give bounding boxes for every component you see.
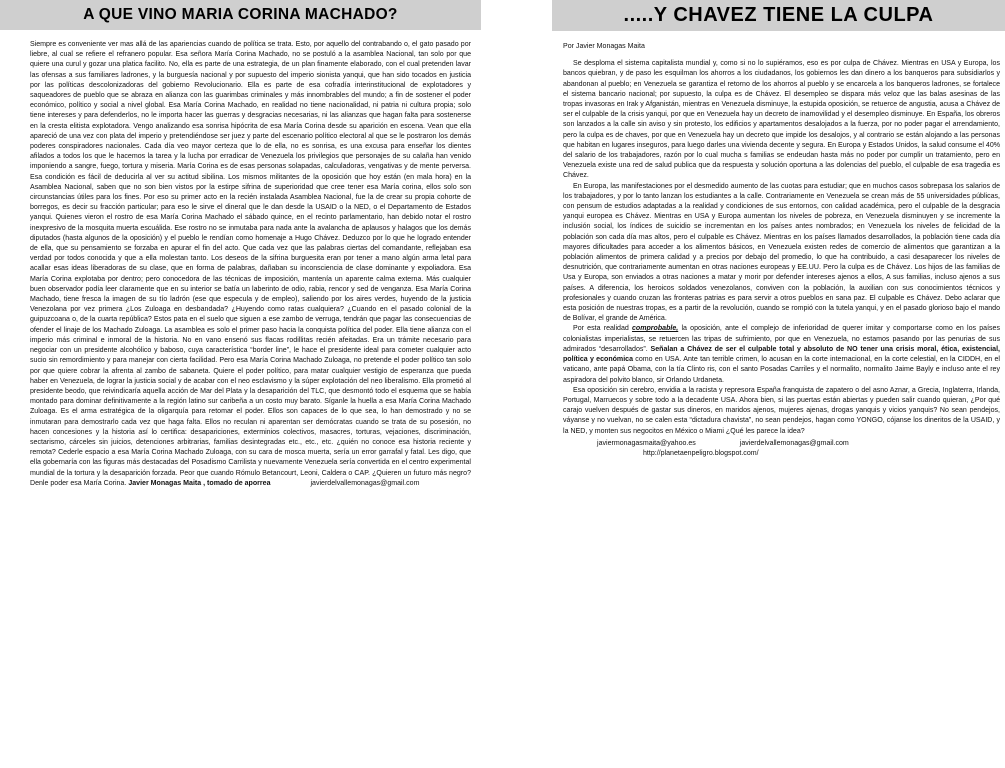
right-article-email-1: javiermonagasmaita@yahoo.es [597, 439, 696, 447]
right-article-title: .....Y CHAVEZ TIENE LA CULPA [552, 0, 1005, 31]
left-article-signature: Javier Monagas Maita , tomado de aporrea [128, 479, 271, 487]
right-article-paragraph-4: Esa oposición sin cerebro, envidia a la racista y represora España franquista de zapatero o del asno Aznar, a Grecia, Inglaterra, Irlanda, Portugal, Marruecos y sobre todo a la decadente USA. Ahora bien, si las puertas están abiertas y pueden salir cuando quieran, ¿Por qué carajo vuelven después de gastar sus dineros, en maridos ajenos, mujeres ajenas, drogas yanquis y vicios yanquis? No sean pendejos, váyanse y no vuelvan, no se calen esta “dictadura chavista”, no sean pendejos, hagan como YONGO, cójanse los dineritos de la USAID, y la NED, y monten sus negocitos en México o Miami ¿Qué les parece la idea? [563, 386, 1000, 435]
right-article-paragraph-1: Se desploma el sistema capitalista mundial y, como si no lo supiéramos, eso es por culpa de Chávez. Mientras en USA y Europa, los bancos quiebran, y de paso les esquilman los ahorros a los ciudadanos, los gobiernos les dan dinero a los banqueros para subsidiarlos y abandonan al pueblo; en Venezuela se garantiza el retorno de los ahorros al pueblo y se encarcela a los banqueros ladrones, se fortalece el sistema bancario nacional; por supuesto, la culpa es de Chávez. El desempleo se dispara más veloz que las balas asesinas de las tropas invasoras en Irak y Afganistán, mientras en Venezuela disminuye, la estupida oposición, se retuerce de angustia, acusa a Chávez de ser el culpable de la crisis yanqui, por que en Venezuela hay un decreto de inamovilidad y el desempleo disminuye. En España, los obreros son lanzados a la calle sin aviso y sin protesto, los edificios y apartamentos desalojados a la fuerza, por no poder pagar el arrendamiento, pero la culpa es de chaves, por que en Venezuela hay un decreto que impide los desalojos, y al contrario se están alojando a las personas que habitan en lugares inseguros, para luego darles una vivienda decente y segura. En Europa y Estados Unidos, la salud consume el 40% del salario de los trabajadores, razón por lo cual mucha s familias se endeudan hasta más no poder por cumplir un tratamiento, pero en Venezuela existe una red de salud publica que da respuesta y solución oportuna a las dolencias del pueblo, el culpable de esa tragedia es Chávez. [563, 60, 1000, 180]
paragraph-3-part-a: Por esta realidad [573, 325, 633, 333]
right-article-blog-link[interactable]: http://planetaenpeligro.blogspot.com/ [643, 449, 759, 457]
right-article-emails [563, 439, 1000, 449]
paragraph-3-bold: Señalan a Chávez de ser el culpable total y absoluto de NO tener una crisis moral, ética, existencial, política y económica [563, 345, 1000, 364]
left-article-email: javierdelvallemonagas@gmail.com [310, 479, 420, 487]
left-article-title: A QUE VINO MARIA CORINA MACHADO? [0, 0, 481, 30]
paragraph-3-part-b: la oposición, ante el complejo de inferioridad de querer imitar y comportarse como en los países colonialistas imperialistas, se retuercen las tripas de sufrimiento, por que en Venezuela, no estamos pasando por las penurias de sus admirados “desarrollados”. [563, 325, 1000, 353]
right-article-email-2: javierdelvallemonagas@gmail.com [739, 439, 849, 447]
paragraph-3-part-c: como en USA. Ante tan terrible crimen, lo acusan en la corte internacional, en la corte celestial, en la CIDDH, en el vaticano, ante papá Obama, con la tía Clinto ris, con el santo Posadas Carriles y el normalito, normalito Jaime Bayly e incluso ante el rey aspiradora del polvito blanco, sir Orlando Urdaneta. [563, 356, 1000, 384]
right-article-paragraph-3 [563, 324, 1000, 385]
right-article-author: Por Javier Monagas Maita [563, 43, 645, 50]
left-article [0, 0, 481, 768]
left-article-text: Siempre es conveniente ver mas allá de las apariencias cuando de política se trata. Esto, por aquello del contrabando o, el gato pasado por liebre, al cual se refiere el refranero popular. Esa señora María Corina Machado, no se postuló a la asamblea Nacional, tan solo por que quiere una curul y gozar una platica facilito. No, ella es parte de una estrategia, de un plan finamente elaborado, con el cual pretenden lavar las ofensas a sus familiares ladrones, y la burguesía nacional y por supuesto del imperio sionista yanqui, que han sido tocados en justicia por las políticas descolonizadoras del gobierno Revolucionario. Ella es parte de esa cofradía interinstitucional de explotadores y saqueadores de pueblo que se abraza en alianza con las guarimbas criminales y más innombrables del mundo; a fin de sostener el poder económico, político y social a nivel global. Esa María Corina Machado, en realidad no tiene nacionalidad, ni patria ni cultura propia; solo tiene intereses y para defenderlos, no le importa hacer las guerras y desgracias necesarias, ni las alianzas que hagan falta para sostenerse en la cresta elitista explotadora. Vengo analizando esa sonrisa hipócrita de esa María Corina desde su aparición en escena. Vean que ella apareció de una vez con plata del imperio y pretendiéndose ser juez y parte del escenario político electoral al que se le postraron los demás poderes conspiradores nacionales. Cada día veo mayor certeza que lo de ella, no es sonrisa, es una excusa para enseñar los dientes afilados a todos los que le hacemos la tarea y la lucha por erradicar de Venezuela los privilegios que personajes de su calaña han venido imponiendo a sangre, fuego, tortura y miseria. María Corina es de esas personas solapadas, calculadoras, vengativas y de mente perversa. Esa condición es fácil de deducirla al ver su actitud sibilina. Los mismos militantes de la oposición que hoy están (en mala hora) en la Asamblea Nacional, saben que no son bien vistos por la estirpe sifrina de superioridad que cree tener esa María corina, ellos solo son circunstancias útiles para los fines. Por eso su primer acto en la recién instalada Asamblea Nacional, fue la de crear su propia cohorte de borregos, es decir su fracción particular; para eso le sirve el dineral que le dan desde la USAID o la NED, o el Departamento de Estados yanqui. Quienes vieron el rostro de esa María Corina Machado el sábado quince, en el recinto parlamentario, han debido notar el rostro inexpresivo de la mosquita muerta escuálida. Ese rostro no se inmutaba para nada ante la avalancha de aplausos y halagos que los demás diputados (hasta algunos de la oposición) y el pueblo le rendían como homenaje a Hugo Chávez. Deduzco por lo que he logrado entender de ella, que su pensamiento se forzaba en apurar el fin del acto. Que cada vez que las palabras ciertas del comandante, reflejaban esa verdad por todos conocida y que a ella molestan tanto. Los deseos de la sifrina burguesita eran por tener a mano algún arma letal para acallar esas ideas liberadoras de su clase, que en forma de palabras, dañaban su inconsciencia de clase dominante y expoliadora. Esa María Corina explotaba por dentro; pero conocedora de las técnicas de imposición, mantenía un aparente calma externa. Más cualquier buen observador podía leer claramente que en su interior se batía un laberinto de odio, rabia, rencor y sed de venganza. Esa María Corina Machado, tiene fresca la imagen de su tío ladrón (ese que especula y de empleo), saliendo por los aires verdes, huyendo de la justicia Venezolana por vez primera ¿Los Zuloaga en desbandada? ¿Huyendo como ratas cualquiera? ¿Cuando en el pasado colonial de la guipuzcoana o, de la cuarta república? Estos pata en el suelo que siguen a ese zambo de verruga, tendrán que pagar las consecuencias de ofender el linaje de los Machado Zuloaga. La asamblea es solo el primer paso hacia la conquista política del poder. Ella tiene alianza con el imperio más criminal e inmoral de la historia. No en vano ensenó sus flacas rodillitas recién afeitadas. Era un trámite necesario para negociar con un presidente alcohólico y baboso, cuya característica “border line”, le hace el presidente ideal para cometer cualquier acto sucio sin remordimiento y para manejar con cierta facilidad. Pero esa María Corina Machado Zuloaga, no pretende el poder político tan solo por que quiere cobrar la afrenta al zambo de sabaneta. Quiere el poder político, para matar cualquier vestigio de esperanza que pueda haber en Venezuela, de lograr la justicia social y de acabar con el neo esclavismo y la súper explotación del neo liberalismo. Ella prometió al presidente beodo, que reivindicaría aquella acción de Mar del Plata y la desaparición del TLC, que desmontó todo el esquema que se había montado para dominar definitivamente a la región latino sur caribeña a un costo muy barato. Síganle la huella a esa María Corina Machado Zuloaga. Es el arma estratégica de la oligarquía para retomar el poder. Ellos son capaces de lo que sea, lo han demostrado y no se inmutaran para demostrarlo cada vez que haga falta. Ellos no reculan ni aparentan ser demócratas cuando se trata de su posesión, no hacen concesiones y la historia así lo certifica: desapariciones, exterminios colectivos, masacres, torturas, vejaciones, discriminación, sectarismo, cárceles sin juicios, detenciones arbitrarias, familias desintegradas etc., etc., etc. ¿quién no conoce esa historia reciente y remota? Cederle espacio a esa María Corina Machado Zuloaga, con su cara de mosca muerta, sería un error garrafal y fatal. Les digo, que ella gobernaría con las figuras más destacadas del Posadismo Carrilista y nuevamente Venezuela sería convertida en el centro experimental mundial de la tortura y la desaparición forzada. Peor que cuando Rómulo Betancourt, Leoni, Caldera o CAP. ¿Quieren un futuro más negro? Denle poder esa María Corina. [30, 41, 471, 487]
left-article-body [30, 40, 471, 489]
right-article-body [563, 42, 1000, 459]
right-article-paragraph-2: En Europa, las manifestaciones por el desmedido aumento de las cuotas para estudiar; que en muchos casos sobrepasa los salarios de los trabajadores, y por lo tanto lanzan los estudiantes a la calle. Contrariamente en Venezuela se crean más de 55 universidades públicas, con pensum de estudios adaptadas a la realidad y condiciones de sus entornos, con calidad académica, pero el culpable de la desgracia yanqui europea es Chávez. Mientras en USA y Europa aumentan los niveles de pobreza, en Venezuela disminuyen y se incremente la inclusión social, los índices de suicidio se incrementan en los países antes nombrados; en Venezuela los niveles de felicidad de la población son cada día mas altos, pero el culpable es Chávez. Mientras en los países llamados desarrollados, la población tiene cada día mayores dificultades para acceder a los alimentos básicos, en Venezuela existen redes de comercio de alimentos que garantizan a la población alimentos de primera calidad y a precios por debajo del promedio, lo que ha contribuido, a casi desaparecer los niveles de desnutrición, que contrariamente aumentan en otras naciones europeas y EE.UU. Pero la culpa es de Chávez. Los hijos de las familias de Usa y Europa, son enviados a otras naciones a matar y morir por defender intereses ajenos a ellos, A sus familias, incluso ajenos a sus países. A diferencia, los heroicos soldados venezolanos, conviven con la población, la auxilian con sus conocimientos técnicos y profesionales y cuando cruzan las fronteras patrias es para servir a otros pueblos en sana paz. El culpable es Chávez. Debo aclarar que esta posición de nuestras tropas, es a partir de la revolución, cuando se rompió con la tutela yanqui, y en el pasado glorioso bajo el mando de Bolívar, el grande de América. [563, 182, 1000, 323]
right-article [552, 0, 1005, 768]
paragraph-3-underlined: comprobable, [632, 325, 679, 333]
